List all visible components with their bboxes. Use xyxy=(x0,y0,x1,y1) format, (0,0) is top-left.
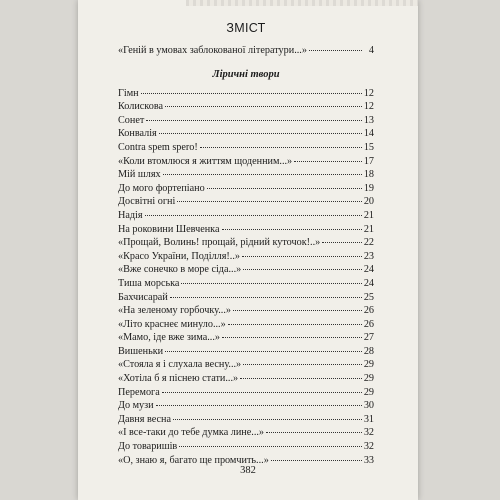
toc-entry xyxy=(118,114,374,128)
entry-title: Contra spem spero! xyxy=(118,141,198,153)
entry-title: До товаришів xyxy=(118,441,178,453)
entry-page: 12 xyxy=(363,87,374,99)
toc-entry xyxy=(118,195,374,209)
toc-entry xyxy=(118,87,374,101)
entry-title: «Стояла я і слухала весну...» xyxy=(118,359,242,371)
toc-heading: ЗМІСТ xyxy=(226,21,266,35)
table-of-contents xyxy=(118,20,374,467)
entry-page: 21 xyxy=(363,223,374,235)
entry-page: 32 xyxy=(363,441,374,453)
toc-entry xyxy=(118,182,374,196)
leader-dots xyxy=(141,93,362,94)
leader-dots xyxy=(177,201,362,202)
entry-page: 25 xyxy=(363,291,374,303)
leader-dots xyxy=(179,446,362,447)
entry-page: 22 xyxy=(363,237,374,249)
leader-dots xyxy=(207,188,362,189)
leader-dots xyxy=(163,174,362,175)
toc-entry xyxy=(118,209,374,223)
toc-entry xyxy=(118,440,374,454)
toc-entry xyxy=(118,318,374,332)
leader-dots xyxy=(294,161,362,162)
leader-dots xyxy=(243,364,362,365)
entry-page: 28 xyxy=(363,345,374,357)
leader-dots xyxy=(170,297,362,298)
leader-dots xyxy=(309,50,362,51)
entry-title: Давня весна xyxy=(118,413,171,425)
entry-title: «Прощай, Волинь! прощай, рідний куточок!..» xyxy=(118,237,321,249)
toc-entry xyxy=(118,277,374,291)
entry-page: 32 xyxy=(363,427,374,439)
toc-entry xyxy=(118,372,374,386)
toc-entry xyxy=(118,263,374,277)
entry-page: 19 xyxy=(363,182,374,194)
toc-entry xyxy=(118,304,374,318)
entry-page: 31 xyxy=(363,413,374,425)
toc-entry xyxy=(118,168,374,182)
toc-entry xyxy=(118,250,374,264)
toc-entry xyxy=(118,291,374,305)
entry-page: 27 xyxy=(363,332,374,344)
toc-entry xyxy=(118,358,374,372)
entry-title: «Коли втомлюся я життям щоденним...» xyxy=(118,155,293,167)
entry-title: «Красо України, Поділля!..» xyxy=(118,250,240,262)
entry-title: «Геній в умовах заблокованої літератури...» xyxy=(118,45,307,56)
entry-page: 12 xyxy=(363,101,374,113)
leader-dots xyxy=(233,310,362,311)
toc-entry xyxy=(118,236,374,250)
leader-dots xyxy=(162,392,362,393)
section-heading: Ліричні твори xyxy=(212,68,280,80)
entry-page: 29 xyxy=(363,373,374,385)
entry-title: До мого фортепіано xyxy=(118,182,205,194)
entry-page: 24 xyxy=(363,277,374,289)
entry-title: «Літо краснеє минуло...» xyxy=(118,318,226,330)
leader-dots xyxy=(165,351,362,352)
entry-title: «Хотіла б я піснею стати...» xyxy=(118,373,239,385)
entry-page: 33 xyxy=(363,454,374,466)
book-page xyxy=(78,0,418,500)
entry-title: Бахчисарай xyxy=(118,291,168,303)
toc-entry xyxy=(118,399,374,413)
entry-page: 13 xyxy=(363,114,374,126)
entry-page: 20 xyxy=(363,196,374,208)
toc-entries xyxy=(118,87,374,468)
entry-title: Досвітні огні xyxy=(118,196,176,208)
page-number: 382 xyxy=(240,465,256,476)
entry-page: 23 xyxy=(363,250,374,262)
leader-dots xyxy=(228,324,362,325)
entry-title: «О, знаю я, багато ще промчить...» xyxy=(118,454,269,466)
entry-title: Тиша морська xyxy=(118,277,180,289)
entry-title: Вишеньки xyxy=(118,345,164,357)
toc-entry xyxy=(118,386,374,400)
leader-dots xyxy=(159,133,362,134)
entry-title: Сонет xyxy=(118,114,145,126)
leader-dots xyxy=(156,405,362,406)
entry-page: 17 xyxy=(363,155,374,167)
entry-title: Перемога xyxy=(118,386,160,398)
entry-page: 15 xyxy=(363,141,374,153)
entry-page: 14 xyxy=(363,128,374,140)
entry-page: 21 xyxy=(363,209,374,221)
entry-page: 30 xyxy=(363,400,374,412)
entry-page: 4 xyxy=(368,45,374,56)
entry-page: 26 xyxy=(363,305,374,317)
entry-title: До музи xyxy=(118,400,154,412)
toc-entry xyxy=(118,413,374,427)
entry-title: Мій шлях xyxy=(118,169,161,181)
toc-entry xyxy=(118,155,374,169)
entry-title: Колискова xyxy=(118,101,164,113)
leader-dots xyxy=(165,106,362,107)
toc-entry xyxy=(118,345,374,359)
leader-dots xyxy=(322,242,362,243)
toc-entry xyxy=(118,223,374,237)
leader-dots xyxy=(173,419,362,420)
entry-page: 18 xyxy=(363,169,374,181)
entry-title: «Мамо, іде вже зима...» xyxy=(118,332,220,344)
entry-title: Гімн xyxy=(118,87,139,99)
entry-title: «На зеленому горбочку...» xyxy=(118,305,231,317)
leader-dots xyxy=(222,229,363,230)
entry-page: 29 xyxy=(363,386,374,398)
leader-dots xyxy=(145,215,362,216)
toc-intro-entry xyxy=(118,44,374,58)
entry-page: 29 xyxy=(363,359,374,371)
leader-dots xyxy=(200,147,362,148)
leader-dots xyxy=(271,460,362,461)
entry-page: 26 xyxy=(363,318,374,330)
toc-entry xyxy=(118,331,374,345)
entry-title: «І все-таки до тебе думка лине...» xyxy=(118,427,265,439)
leader-dots xyxy=(146,120,362,121)
toc-entry xyxy=(118,127,374,141)
entry-title: Конвалія xyxy=(118,128,157,140)
entry-title: Надія xyxy=(118,209,143,221)
leader-dots xyxy=(242,256,362,257)
entry-title: «Вже сонечко в море сіда...» xyxy=(118,264,242,276)
leader-dots xyxy=(222,337,362,338)
leader-dots xyxy=(181,283,362,284)
toc-entry xyxy=(118,141,374,155)
entry-page: 24 xyxy=(363,264,374,276)
entry-title: На роковини Шевченка xyxy=(118,223,220,235)
bleed-through-texture xyxy=(186,0,418,6)
leader-dots xyxy=(266,432,362,433)
leader-dots xyxy=(240,378,362,379)
toc-entry xyxy=(118,426,374,440)
toc-entry xyxy=(118,100,374,114)
leader-dots xyxy=(243,269,362,270)
